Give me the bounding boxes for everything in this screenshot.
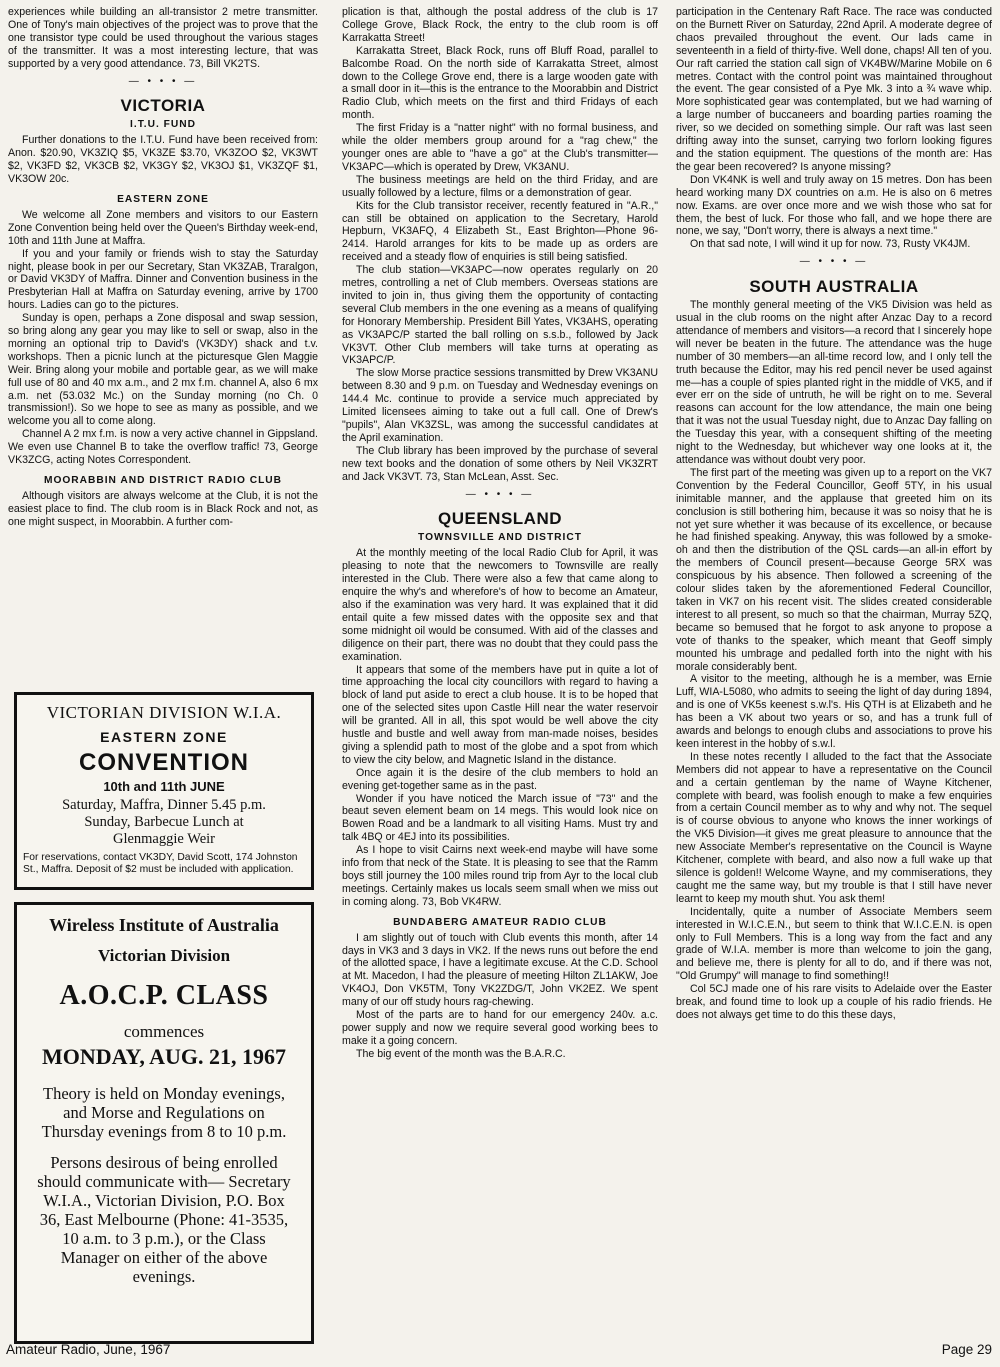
article-text: The business meetings are held on the third Friday, and are usually followed by a lecture, films or a demonstration of gear. (342, 173, 658, 199)
convention-notice-box (14, 692, 314, 890)
moorabbin-heading: MOORABBIN AND DISTRICT RADIO CLUB (43, 475, 283, 486)
article-text: The first Friday is a "natter night" with no formal business, and while the older members group around for a "rag chew," the younger ones are able to "have a go" at the Club's transmitter—VK3APC—which is operated by Drew, VK3ANU. (342, 122, 658, 173)
footer-publication: Amateur Radio, June, 1967 (6, 1342, 171, 1357)
article-text: The big event of the month was the B.A.R.C. (356, 1047, 566, 1060)
article-text: The monthly general meeting of the VK5 Division was held as usual in the club rooms on the night after Anzac Day to a record attendance of members and visitors—a record that I sincerely hope will never be beaten in the future. The attendance was the huge number of 30 members—an all-time record low, and I only tell the truth because the Editor, may his red pencil never be used against me—has a couple of spies planted right in the middle of VK5, and if ever err on the side of untruth, he will be right on to me. Several reasons can account for the low attendance, the main one being that it was not the usual Tuesday night, due to Anzac Day falling on the Tuesday this year, with a consequent shifting of the meeting night to the Wednesday, but whichever way one looks at it, the attendance was without doubt very poor. (676, 299, 992, 466)
south-australia-heading: SOUTH AUSTRALIA (749, 277, 919, 297)
article-text: As I hope to visit Cairns next week-end maybe will have some info from that neck of the State. It is pleasing to see that the Ramm boys still journey the 100 miles round trip from Ayr to the local club meetings. Certainly makes us locals seem small when we miss out in coming along. 73, Bob VK4RW. (342, 844, 658, 908)
notice-sunday: Sunday, Barbecue Lunch at (84, 814, 244, 830)
article-text: Incidentally, quite a number of Associate Members seem interested in W.I.C.E.N., but seem to think that W.I.C.E.N. is open only to Full Members. This is a long way from the fact and any grade of W.I.A. member is more than welcome to join the gang, and believe me, there is plenty for all to do, and if there was not, "Old Grumpy" will manage to find something!! (676, 905, 992, 983)
victoria-heading: VICTORIA (120, 96, 206, 116)
article-text: At the monthly meeting of the local Radio Club for April, it was pleasing to note that the newcomers to Townsville are really interested in the Club. There were also a few that came along to enquire the why's and wherefore's of how to become an Amateur, also if the examination was very hard. It was explained that it did entail quite a few missed dates with the opposite sex and that some midnight oil would be consumed. With aid of the classes and diligence on their part, there was no doubt that they could pass the examination. (342, 547, 658, 663)
notice-saturday: Saturday, Maffra, Dinner 5.45 p.m. (62, 797, 266, 813)
class-title: A.O.C.P. CLASS (59, 980, 269, 1011)
article-text: Once again it is the desire of the club members to hold an evening get-together same as in the past. (342, 766, 658, 792)
article-text: Col 5CJ made one of his rare visits to Adelaide over the Easter break, and found time to look up a couple of his radio friends. He does not always get time to do this these days, (676, 983, 992, 1021)
bundaberg-heading: BUNDABERG AMATEUR RADIO CLUB (393, 916, 607, 928)
article-text: plication is that, although the postal address of the club is 17 College Grove, Black Rock, the entry to the club room is off Karrakatta Street! (342, 6, 658, 44)
class-start-date: MONDAY, AUG. 21, 1967 (41, 1044, 287, 1069)
notice-zone-line: EASTERN ZONE (100, 729, 228, 745)
article-text: In these notes recently I alluded to the fact that the Associate Members did not appear to have a representative on the Council and a certain gentleman by the name of Wayne Kitchener, complete with beard, was foolish enough to make a few enquiries from a certain Council member as to why and why not. The sequel is of course obvious to anyone who knows the inner workings of the VK5 Division—it gives me great pleasure to announce that the new Associate Member's representative on the Council is Wayne Kitchener, complete with beard, and also now a full wake up that silence is golden!! Welcome Wayne, and my commiserations, they caught me the same way, but my trouble is that I still have never learnt to keep my mouth shut. You ask them! (676, 750, 992, 905)
queensland-heading: QUEENSLAND (437, 509, 562, 529)
class-schedule: Theory is held on Monday evenings, and Morse and Regulations on Thursday evenings from 8 to 10 p.m. (41, 1084, 287, 1141)
class-institute-line: Wireless Institute of Australia (49, 915, 279, 935)
article-text: I am slightly out of touch with Club events this month, after 14 days in VK3 and 3 days in VK2. If the news runs out before the end of the allotted space, I have a legitimate excuse. At the C.D. School at Mt. Macedon, I had the pleasure of meeting Hilton ZL1AKW, Joe VK4OJ, Don VK5TM, Tony VK2ZDG/T, John VK2EZ. We spent many of our off study hours rag-chewing. (342, 931, 658, 1009)
article-text: Sunday is open, perhaps a Zone disposal and swap session, so bring along any gear you may like to sell or swap, also in the morning an optional trip to David's (VK3DY) shack and t.v. workshops. Then a picnic lunch at the picturesque Glen Maggie Weir. Bring along your mobile and portable gear, as we will make full use of 80 and 40 mx a.m., and 2 mx f.m. channel A, also 6 mx a.m. net (53.032 Mc.) on the Sunday morning (no Ch. 0 transmission!). So we hope to see as many as possible, and we welcome you all to come along. (8, 312, 318, 428)
article-text: Kits for the Club transistor receiver, recently featured in "A.R.," can still be obtained on application to the Secretary, Harold Hepburn, VK3AFQ, 4 Elizabeth St., East Brighton—Phone 96-2414. Harold arranges for kits to be made up as orders are received and a steady flow of enquiries is still being satisfied. (342, 199, 658, 264)
article-text: The club station—VK3APC—now operates regularly on 20 metres, controlling a net of Club members. Overseas stations are invited to join in, thus giving them the opportunity of contacting several Club members in the one evening as a means of qualifying for Honorary Membership. President Bill Yates, VK3AHS, operating as VK3APC/P started the ball rolling on s.s.b., followed by Jack VK3VT. Other Club members will take turns at operating as VK3APC/P. (342, 264, 658, 367)
aocp-class-box (14, 902, 314, 1344)
section-separator: — • • • — (465, 488, 535, 500)
article-text: The Club library has been improved by the purchase of several new text books and the donation of some others by Neil VK3ZRT and Jack VK3VT. 73, Stan McLean, Asst. Sec. (342, 444, 658, 483)
article-text: A visitor to the meeting, although he is a member, was Ernie Luff, WIA-L5080, who admits to seeing the light of day during 1894, and is one of VK5s keenest s.w.l's. His QTH is at Elizabeth and he has been a VK about two years or so, and has a trunk full of awards and belongs to enough clubs and associations to prove his keen interest in the hobby of s.w.l. (676, 673, 992, 750)
article-text: participation in the Centenary Raft Race. The race was conducted on the Burnett River on Saturday, 22nd April. A moderate degree of chaos prevailed throughout the event. Our lads came in seventeenth in a field of thirty-five. Well done, chaps! All ten of you. Our raft carried the station call sign of VK4BW/Marine Mobile on 6 metres. Contact with the control point was maintained throughout the event. The gear consisted of a Pye Mk. 3 into a ¾ wave whip. More sophisticated gear was contemplated, but we had warning of a large number of buccaneers and boarding parties roaming the river, so we decided on something simple. Our raft was last seen drifting away into the sunset, carrying two forlorn looking figures and the station equipment. The questions of the month are: Has the gear been recovered? Is anyone missing? (676, 6, 992, 173)
article-text: Most of the parts are to hand for our emergency 240v. a.c. power supply and now we require several good working bees to make it a going concern. (342, 1009, 658, 1047)
townsville-heading: TOWNSVILLE AND DISTRICT (418, 532, 582, 544)
column-1 (8, 6, 318, 529)
itu-fund-heading: I.T.U. FUND (130, 119, 196, 131)
class-commences: commences (123, 1022, 205, 1041)
notice-reservations: For reservations, contact VK3DY, David Scott, 174 Johnston St., Maffra. Deposit of $2 must be included with application. (23, 852, 298, 875)
article-text: It appears that some of the members have put in quite a lot of time approaching the local city councillors with regard to having a block of land put aside to erect a club house. It is to be hoped that one of the selected sites upon Castle Hill near the water reservoir will be granted. All in all, this spot would be well above the city hustle and bustle and well away from man-made noises, besides giving a splendid path to most of the globe and a spot from which to view the city below, and Magnetic Island in the distance. (342, 663, 658, 766)
article-text: On that sad note, I will wind it up for now. 73, Rusty VK4JM. (690, 238, 971, 251)
article-text: Although visitors are always welcome at the Club, it is not the easiest place to find. The club room is in Black Rock and not, as one might suspect, in Moorabbin. A further com- (8, 489, 318, 528)
article-text: experiences while building an all-transistor 2 metre transmitter. One of Tony's main objectives of the project was to prove that the one transistor type could be used throughout the various stages of the transmitter. It was a most interesting lecture, that was supported by a very good attendance. 73, Bill VK2TS. (8, 6, 318, 70)
article-text: The first part of the meeting was given up to a report on the VK7 Convention by the Federal Councillor, Geoff 5TY, in his usual inimitable manner, and the applause that greeted him on its conclusion is still bothering him, because it was so noisy that he is not yet sure whether it was because of its excellence, or because he had finished speaking. Anyway, this was followed by a smoke-oh and then the distribution of the QSL cards—an all-in effort by the members of Council present—because George 5RX was conspicuous by his absence. Then followed a screening of the colour slides taken by the aforementioned Federal Councillor, taken in VK7 on his recent visit. The slides created considerable interest to all present, so much so that the chairman, Murray 5ZQ, became so bemused that he forgot to ask anyone to propose a vote of thanks to the speaker, which meant that Geoff simply mounted his umbrage and pedalled forth into the night with his morale considerably bent. (676, 466, 992, 673)
section-separator: — • • • — (799, 256, 869, 268)
column-3 (676, 6, 992, 1022)
article-text: Further donations to the I.T.U. Fund have been received from: Anon. $20.90, VK3ZIQ $5, VK3ZE $3.70, VK3ZOO $2, VK3WT $2, VK3FD $2, VK3CB $2, VK3GY $2, VK3OJ $1, VK3ZQF $1, VK3OW 20c. (8, 134, 318, 186)
notice-location: Glenmaggie Weir (112, 831, 216, 847)
article-text: Don VK4NK is well and truly away on 15 metres. Don has been heard working many DX countries on a.m. He is also on 6 metres now. Exams. are over once more and we wish those who sat for them, the best of luck. For those who fall, and we hope there are none, we say, "Don't worry, there is always a next time." (676, 173, 992, 238)
column-2 (342, 6, 658, 1061)
notice-convention-title: CONVENTION (78, 749, 249, 776)
article-text: Channel A 2 mx f.m. is now a very active channel in Gippsland. We even use Channel B to take the overflow traffic! 73, George VK3ZCG, acting Notes Correspondent. (8, 428, 318, 467)
footer-page-number: Page 29 (941, 1342, 992, 1357)
notice-division-line: VICTORIAN DIVISION W.I.A. (46, 703, 282, 722)
article-text: We welcome all Zone members and visitors to our Eastern Zone Convention being held over the Queen's Birthday week-end, 10th and 11th June at Maffra. (8, 208, 318, 247)
article-text: If you and your family or friends wish to stay the Saturday night, please book in per our Secretary, Stan VK3ZAB, Traralgon, or David VK3DY of Maffra. Dinner and Convention business in the Presbyterian Hall at Maffra on Saturday evening, arrive by 1700 hours. Ladies can go to the pictures. (8, 247, 318, 312)
class-contact: Persons desirous of being enrolled should communicate with— Secretary W.I.A., Victorian Division, P.O. Box 36, East Melbourne (Phone: 41-3535, 10 a.m. to 3 p.m.), or the Class Manager on either of the above evenings. (37, 1153, 291, 1286)
article-text: Karrakatta Street, Black Rock, runs off Bluff Road, parallel to Balcombe Road. On the north side of Karrakatta Street, almost down to the College Grove end, there is a large wooden gate with a small door in it—this is the entrance to the Moorabbin and District Radio Club, which meets on the first and third Fridays of each month. (342, 44, 658, 122)
article-text: Wonder if you have noticed the March issue of "73" and the beaut seven element beam on 14 megs. This would look nice on Bowen Road and be a landmark to all visiting Hams. Must try and talk 4BQ or 4EJ into its possibilities. (342, 792, 658, 844)
class-division-line: Victorian Division (97, 946, 231, 965)
article-text: The slow Morse practice sessions transmitted by Drew VK3ANU between 8.30 and 9 p.m. on Tuesday and Wednesday evenings on 144.4 Mc. continue to provide a service much appreciated by Limited licensees aiming to take out a full call. One of Drew's "pupils", Alan VK3ZSL, was among the successful candidates at the April examination. (342, 367, 658, 444)
section-separator: — • • • — (128, 75, 198, 87)
eastern-zone-heading: EASTERN ZONE (117, 193, 209, 205)
notice-dates: 10th and 11th JUNE (103, 779, 225, 794)
